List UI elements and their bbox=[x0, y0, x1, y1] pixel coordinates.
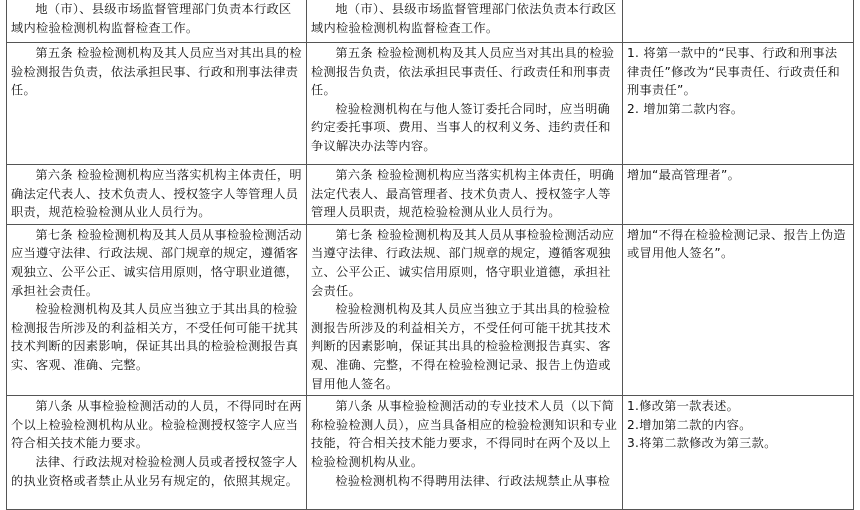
original-paragraph: 第八条 从事检验检测活动的人员，不得同时在两个以上检验检测机构从业。检验检测授权签字人应当符合相关技术能力要求。 bbox=[11, 399, 302, 451]
revised-paragraph: 第六条 检验检测机构应当落实机构主体责任，明确法定代表人、最高管理者、技术负责人、授权签字人等管理人员职责，规范检验检测从业人员行为。 bbox=[311, 168, 615, 220]
revision-note: 3.将第二款修改为第三款。 bbox=[627, 436, 777, 451]
revision-note: 1. 将第一款中的“民事、行政和刑事法律责任”修改为“民事责任、行政责任和刑事责任”。 bbox=[627, 46, 841, 98]
table-row bbox=[7, 396, 854, 510]
original-paragraph: 第六条 检验检测机构应当落实机构主体责任，明确法定代表人、技术负责人、授权签字人等管理人员职责，规范检验检测从业人员行为。 bbox=[11, 168, 302, 220]
table-row bbox=[7, 43, 854, 165]
revision-note-cell bbox=[623, 0, 854, 43]
revised-text-cell bbox=[307, 43, 623, 165]
original-paragraph: 第五条 检验检测机构及其人员应当对其出具的检验检测报告负责，依法承担民事、行政和刑事法律责任。 bbox=[11, 46, 302, 98]
original-paragraph: 地（市）、县级市场监督管理部门负责本行政区域内检验检测机构监督检查工作。 bbox=[11, 2, 292, 35]
original-paragraph: 第七条 检验检测机构及其人员从事检验检测活动应当遵守法律、行政法规、部门规章的规定，遵循客观独立、公平公正、诚实信用原则，恪守职业道德，承担社会责任。 bbox=[11, 227, 302, 298]
revision-note: 增加“最高管理者”。 bbox=[627, 168, 741, 182]
revision-note-cell bbox=[623, 43, 854, 165]
original-text-cell bbox=[7, 165, 307, 225]
revised-text-cell bbox=[307, 0, 623, 43]
table-row bbox=[7, 224, 854, 395]
revision-note: 1.修改第一款表述。 bbox=[627, 399, 740, 414]
revised-paragraph: 第五条 检验检测机构及其人员应当对其出具的检验检测报告负责，依法承担民事责任、行政责任和刑事责任。 bbox=[311, 46, 615, 98]
original-text-cell bbox=[7, 224, 307, 395]
revised-paragraph: 检验检测机构及其人员应当独立于其出具的检验检测报告所涉及的利益相关方，不受任何可能干扰其技术判断的因素影响，保证其出具的检验检测报告真实、客观、准确、完整，不得在检验检测记录、报告上伪造或冒用他人签名。 bbox=[311, 302, 611, 391]
original-text-cell bbox=[7, 0, 307, 43]
original-paragraph: 法律、行政法规对检验检测人员或者授权签字人的执业资格或者禁止从业另有规定的，依照其规定。 bbox=[11, 454, 299, 488]
original-text-cell bbox=[7, 396, 307, 510]
revision-note: 2. 增加第二款内容。 bbox=[627, 101, 744, 116]
revised-text-cell bbox=[307, 165, 623, 225]
revision-note: 增加“不得在检验检测记录、报告上伪造或冒用他人签名”。 bbox=[627, 227, 846, 261]
revised-text-cell bbox=[307, 224, 623, 395]
revision-note-cell bbox=[623, 224, 854, 395]
revised-paragraph: 检验检测机构在与他人签订委托合同时，应当明确约定委托事项、费用、当事人的权利义务、违约责任和争议解决办法等内容。 bbox=[311, 101, 611, 153]
table-row bbox=[7, 0, 854, 43]
original-text-cell bbox=[7, 43, 307, 165]
comparison-table bbox=[6, 0, 854, 510]
revised-text-cell bbox=[307, 396, 623, 510]
table-row bbox=[7, 165, 854, 225]
revised-paragraph: 地（市）、县级市场监督管理部门依法负责本行政区域内检验检测机构监督检查工作。 bbox=[311, 2, 617, 35]
revision-note-cell bbox=[623, 396, 854, 510]
revision-note: 2.增加第二款的内容。 bbox=[627, 417, 752, 432]
revised-paragraph: 检验检测机构不得聘用法律、行政法规禁止从事检 bbox=[335, 473, 611, 488]
revised-paragraph: 第七条 检验检测机构及其人员从事检验检测活动应当遵守法律、行政法规、部门规章的规定，遵循客观独立、公平公正、诚实信用原则，恪守职业道德，承担社会责任。 bbox=[311, 227, 615, 298]
revised-paragraph: 第八条 从事检验检测活动的专业技术人员（以下简称检验检测人员），应当具备相应的检验检测知识和专业技能，符合相关技术能力要求，不得同时在两个及以上检验检测机构从业。 bbox=[311, 399, 618, 469]
revision-note-cell bbox=[623, 165, 854, 225]
original-paragraph: 检验检测机构及其人员应当独立于其出具的检验检测报告所涉及的利益相关方，不受任何可能干扰其技术判断的因素影响，保证其出具的检验检测报告真实、客观、准确、完整。 bbox=[11, 302, 299, 372]
